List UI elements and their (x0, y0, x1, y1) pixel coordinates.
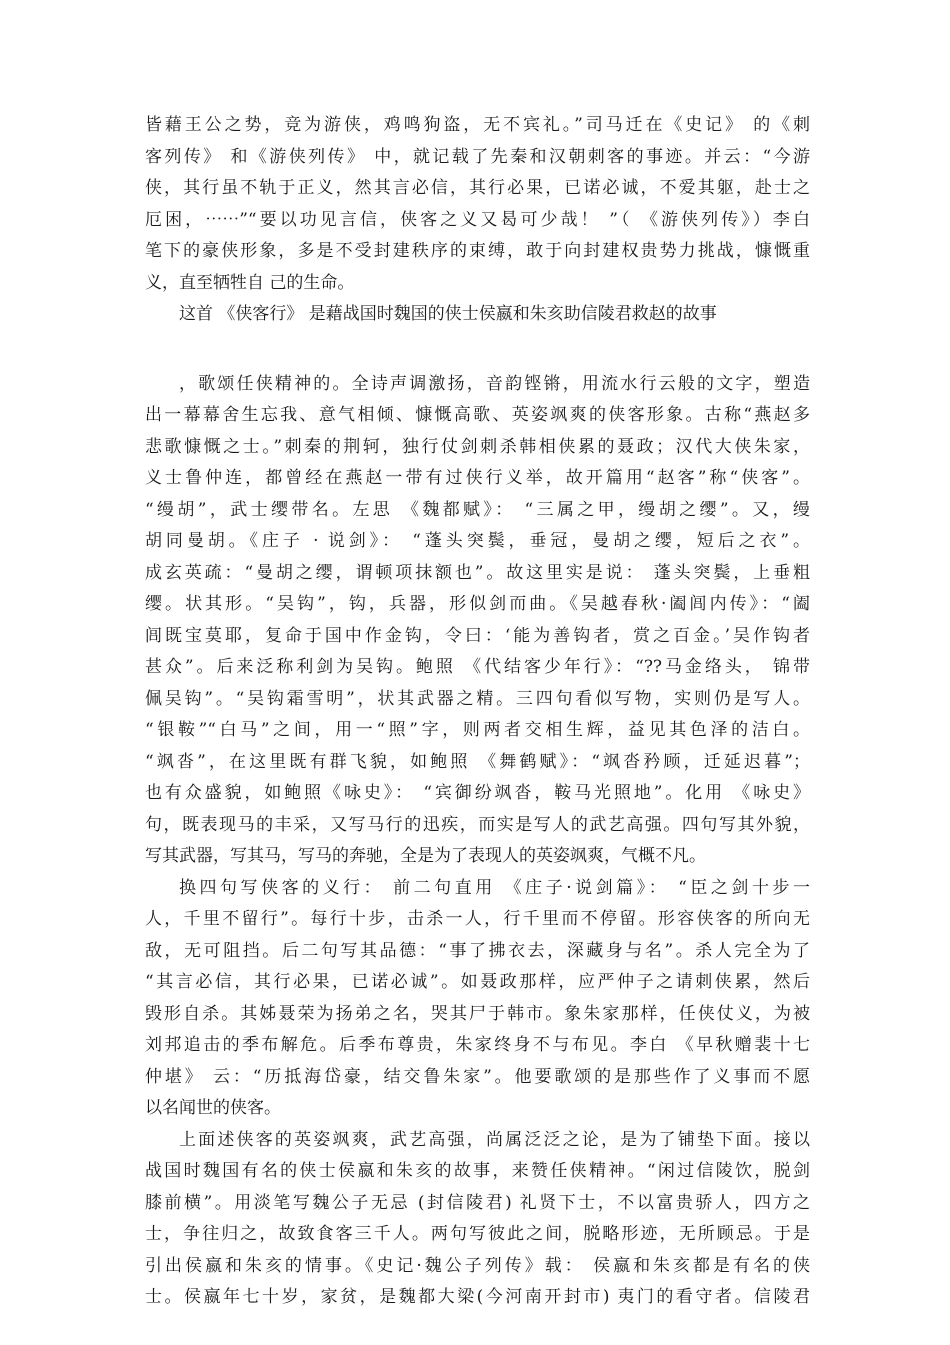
paragraph-3 (145, 369, 810, 873)
text-line: “缦胡”，武士缨带名。左思 《魏都赋》： “三属之甲，缦胡之缨”。又，缦 (145, 499, 810, 520)
text-line: 句，既表现马的丰采，又写马行的迅疾，而实是写人的武艺高强。四句写其外貌， (145, 814, 810, 835)
text-line: ，歌颂任侠精神的。全诗声调激扬，音韵铿锵，用流水行云般的文字，塑造 (179, 373, 810, 394)
text-line: 引出侯嬴和朱亥的情事。《史记·魏公子列传》载： 侯嬴和朱亥都是有名的侠 (145, 1255, 810, 1276)
text-line: 战国时魏国有名的侠士侯嬴和朱亥的故事，来赞任侠精神。“闲过信陵饮，脱剑 (145, 1161, 810, 1181)
text-line: 皆藉王公之势，竞为游侠，鸡鸣狗盗，无不宾礼。”司马迁在《史记》 的《刺 (145, 115, 810, 135)
text-line: 换四句写侠客的义行： 前二句直用 《庄子·说剑篇》： “臣之剑十步一 (179, 877, 810, 898)
text-line: 客列传》 和《游侠列传》 中，就记载了先秦和汉朝刺客的事迹。并云：“今游 (145, 146, 810, 167)
text-line: 以名闻世的侠客。 (145, 1098, 281, 1118)
paragraph-2 (145, 299, 810, 331)
text-line: 也有众盛貌，如鲍照《咏史》： “宾御纷飒沓，鞍马光照地”。化用 《咏史》 (145, 783, 810, 803)
text-line: 敌，无可阻挡。后二句写其品德：“事了拂衣去，深藏身与名”。杀人完全为了 (145, 940, 810, 961)
text-line: 闾既宝莫耶，复命于国中作金钩，令曰：‘能为善钩者，赏之百金。’吴作钩者 (145, 625, 810, 646)
paragraph-4 (145, 873, 810, 1125)
text-line: 侠，其行虽不轨于正义，然其言必信，其行必果，已诺必诚，不爱其躯，赴士之 (145, 178, 810, 198)
text-line: 厄困，⋯⋯”“要以功见言信，侠客之义又曷可少哉！ ”（ 《游侠列传》）李白 (145, 209, 810, 230)
paragraph-gap (145, 331, 810, 369)
text-line: 缨。状其形。“吴钩”，钩，兵器，形似剑而曲。《吴越春秋·阖闾内传》：“阖 (145, 594, 810, 614)
text-line: 义士鲁仲连，都曾经在燕赵一带有过侠行义举，故开篇用“赵客”称“侠客”。 (145, 468, 810, 488)
text-line: “其言必信，其行必果，已诺必诚”。如聂政那样，应严仲子之请刺侠累，然后 (145, 972, 810, 992)
paragraph-5 (145, 1125, 810, 1314)
text-line: 胡同曼胡。《庄子 · 说剑》： “蓬头突鬓，垂冠，曼胡之缨，短后之衣”。 (145, 531, 810, 551)
text-line: 写其武器，写其马，写马的奔驰，全是为了表现人的英姿飒爽，气概不凡。 (145, 846, 706, 866)
text-line: 毁形自杀。其姊聂荣为扬弟之名，哭其尸于韩市。象朱家那样，任侠仗义，为被 (145, 1003, 810, 1024)
text-line: 上面述侠客的英姿飒爽，武艺高强，尚属泛泛之论，是为了铺垫下面。接以 (179, 1129, 810, 1150)
text-line: 佩吴钩”。“吴钩霜雪明”，状其武器之精。三四句看似写物，实则仍是写人。 (145, 688, 810, 709)
text-line: 悲歌慷慨之士。”刺秦的荆轲，独行仗剑刺杀韩相侠累的聂政；汉代大侠朱家， (145, 436, 810, 457)
text-line: 人，千里不留行”。每行十步，击杀一人，行千里而不停留。形容侠客的所向无 (145, 909, 810, 929)
text-line: 士，争往归之，故致食客三千人。两句写彼此之间，脱略形迹，无所顾忌。于是 (145, 1224, 810, 1244)
text-line: 甚众”。后来泛称利剑为吴钩。鲍照 《代结客少年行》：“??马金络头， 锦带 (145, 657, 810, 677)
paragraph-1 (145, 110, 810, 299)
text-line: 出一幕幕舍生忘我、意气相倾、慷慨高歌、英姿飒爽的侠客形象。古称“燕赵多 (145, 405, 810, 425)
text-line: “飒沓”，在这里既有群飞貌，如鲍照 《舞鹤赋》：“飒沓矜顾，迁延迟暮”； (145, 751, 810, 772)
text-line: “银鞍”“白马”之间，用一“照”字，则两者交相生辉，益见其色泽的洁白。 (145, 720, 810, 740)
text-line: 笔下的豪侠形象，多是不受封建秩序的束缚，敢于向封建权贵势力挑战，慷慨重 (145, 241, 810, 261)
text-line: 义，直至牺牲自 己的生命。 (145, 272, 355, 293)
text-line: 刘邦追击的季布解危。后季布尊贵，朱家终身不与布见。李白 《早秋赠裴十七 (145, 1035, 810, 1055)
text-line: 士。侯嬴年七十岁，家贫，是魏都大梁(今河南开封市) 夷门的看守者。信陵君 (145, 1287, 810, 1307)
text-line: 成玄英疏：“曼胡之缨，谓顿项抹额也”。故这里实是说： 蓬头突鬓，上垂粗 (145, 562, 810, 583)
text-line: 这首 《侠客行》 是藉战国时魏国的侠士侯嬴和朱亥助信陵君救赵的故事 (179, 304, 717, 324)
text-line: 仲堪》 云：“历抵海岱豪，结交鲁朱家”。他要歌颂的是那些作了义事而不愿 (145, 1066, 810, 1087)
text-line: 膝前横”。用淡笔写魏公子无忌 (封信陵君) 礼贤下士，不以富贵骄人，四方之 (145, 1192, 810, 1213)
document-body (145, 110, 810, 1314)
